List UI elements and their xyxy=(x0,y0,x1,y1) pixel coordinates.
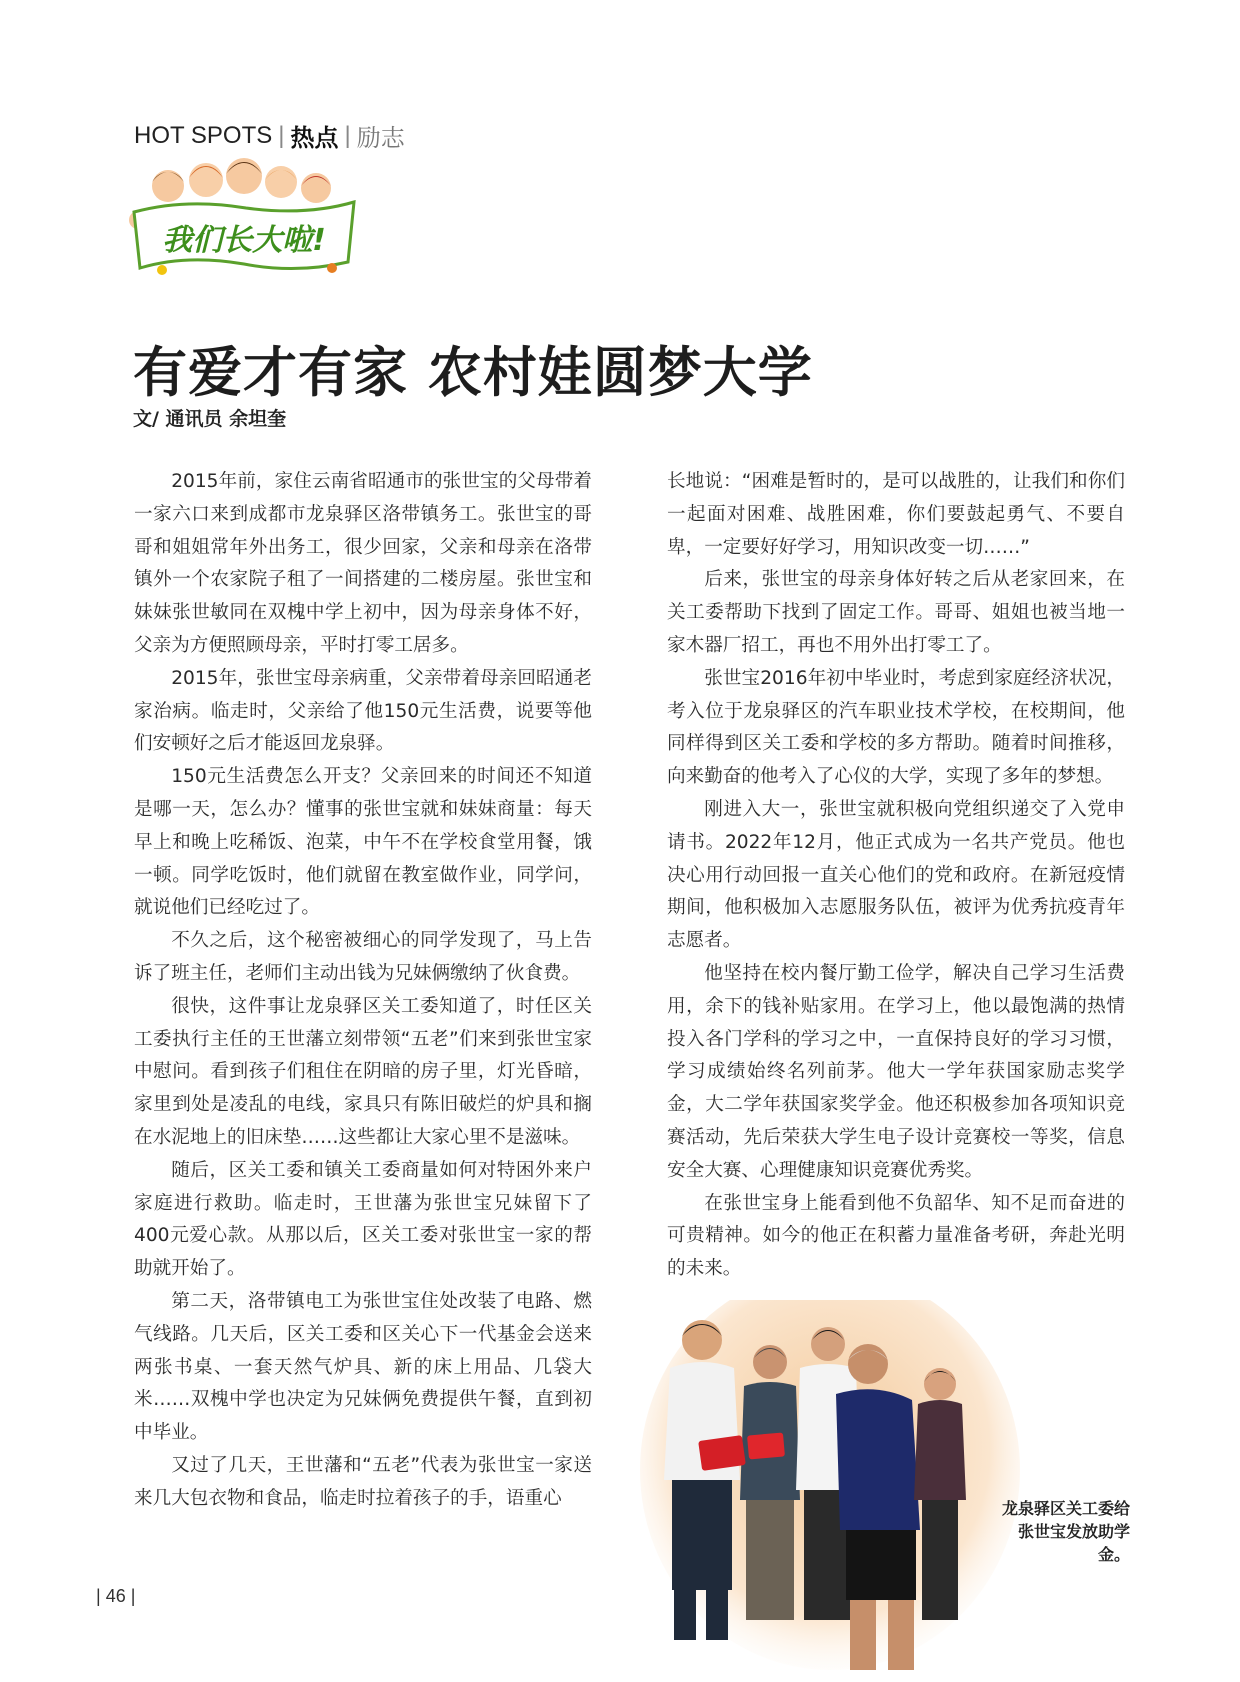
divider: | xyxy=(344,121,351,149)
article-column-left xyxy=(134,466,592,1516)
paragraph: 很快，这件事让龙泉驿区关工委知道了，时任区关工委执行主任的王世藩立刻带领“五老”们来到张世宝家中慰问。看到孩子们租住在阴暗的房子里，灯光昏暗，家里到处是凌乱的电线，家具只有陈旧破烂的炉具和搁在水泥地上的旧床垫……这些都让大家心里不是滋味。 xyxy=(134,995,592,1148)
paragraph: 2015年，张世宝母亲病重，父亲带着母亲回昭通老家治病。临走时，父亲给了他150元生活费，说要等他们安顿好之后才能返回龙泉驿。 xyxy=(134,667,592,755)
kids-banner-illustration xyxy=(126,150,366,280)
article-title: 有爱才有家 农村娃圆梦大学 xyxy=(133,341,813,404)
person-elder-1 xyxy=(740,1345,800,1620)
paragraph: 第二天，洛带镇电工为张世宝住处改装了电路、燃气线路。几天后，区关工委和区关心下一代基金会送来两张书桌、一套天然气炉具、新的床上用品、几袋大米……双槐中学也决定为兄妹俩免费提供午餐，直到初中毕业。 xyxy=(134,1290,592,1444)
section-label-cn: 热点 xyxy=(290,125,339,152)
page-number-value: 46 xyxy=(105,1586,126,1606)
paragraph: 2015年前，家住云南省昭通市的张世宝的父母带着一家六口来到成都市龙泉驿区洛带镇务工。张世宝的哥哥和姐姐常年外出务工，很少回家，父亲和母亲在洛带镇外一个农家院子租了一间搭建的二楼房屋。张世宝和妹妹张世敏同在双槐中学上初中，因为母亲身体不好，父亲为方便照顾母亲，平时打零工居多。 xyxy=(134,471,592,656)
section-label-en: HOT SPOTS xyxy=(134,121,273,149)
divider: | xyxy=(278,121,285,149)
paragraph: 150元生活费怎么开支？父亲回来的时间还不知道是哪一天，怎么办？懂事的张世宝就和妹妹商量：每天早上和晚上吃稀饭、泡菜，中午不在学校食堂用餐，饿一顿。同学吃饭时，他们就留在教室做作业，同学问，就说他们已经吃过了。 xyxy=(134,766,592,919)
page-number: | 46 | xyxy=(96,1586,136,1606)
paragraph: 又过了几天，王世藩和“五老”代表为张世宝一家送来几大包衣物和食品，临走时拉着孩子的手，语重心 xyxy=(134,1454,592,1509)
subsection-label: 励志 xyxy=(356,125,405,152)
paragraph: 不久之后，这个秘密被细心的同学发现了，马上告诉了班主任，老师们主动出钱为兄妹俩缴纳了伙食费。 xyxy=(134,930,592,984)
paragraph: 在张世宝身上能看到他不负韶华、知不足而奋进的可贵精神。如今的他正在积蓄力量准备考研，奔赴光明的未来。 xyxy=(667,1192,1125,1280)
paragraph: 张世宝2016年初中毕业时，考虑到家庭经济状况，考入位于龙泉驿区的汽车职业技术学校，在校期间，他同样得到区关工委和学校的多方帮助。随着时间推移，向来勤奋的他考入了心仪的大学，实现了多年的梦想。 xyxy=(667,667,1125,788)
banner-text: 我们长大啦! xyxy=(162,223,326,258)
photo-caption: 龙泉驿区关工委给张世宝发放助学金。 xyxy=(1001,1499,1130,1564)
paragraph: 刚进入大一，张世宝就积极向党组织递交了入党申请书。2022年12月，他正式成为一名共产党员。他也决心用行动回报一直关心他们的党和政府。在新冠疫情期间，他积极加入志愿服务队伍，被评为优秀抗疫青年志愿者。 xyxy=(667,798,1125,952)
article-column-right xyxy=(667,466,1125,1286)
red-envelope xyxy=(698,1435,746,1471)
article-photo xyxy=(640,1300,1020,1682)
paragraph: 随后，区关工委和镇关工委商量如何对特困外来户家庭进行救助。临走时，王世藩为张世宝兄妹留下了400元爱心款。从那以后，区关工委对张世宝一家的帮助就开始了。 xyxy=(134,1159,592,1280)
article-byline: 文/ 通讯员 余坦奎 xyxy=(133,408,287,430)
paragraph-continuation: 长地说：“困难是暂时的，是可以战胜的，让我们和你们一起面对困难、战胜困难，你们要鼓起勇气、不要自卑，一定要好好学习，用知识改变一切……” xyxy=(667,471,1125,558)
paragraph: 后来，张世宝的母亲身体好转之后从老家回来，在关工委帮助下找到了固定工作。哥哥、姐姐也被当地一家木器厂招工，再也不用外出打零工了。 xyxy=(667,569,1125,656)
paragraph: 他坚持在校内餐厅勤工俭学，解决自己学习生活费用，余下的钱补贴家用。在学习上，他以最饱满的热情投入各门学科的学习之中，一直保持良好的学习习惯，学习成绩始终名列前茅。他大一学年获国家励志奖学金，大二学年获国家奖学金。他还积极参加各项知识竞赛活动，先后荣获大学生电子设计竞赛校一等奖，信息安全大赛、心理健康知识竞赛优秀奖。 xyxy=(667,962,1125,1181)
section-header xyxy=(134,118,405,153)
